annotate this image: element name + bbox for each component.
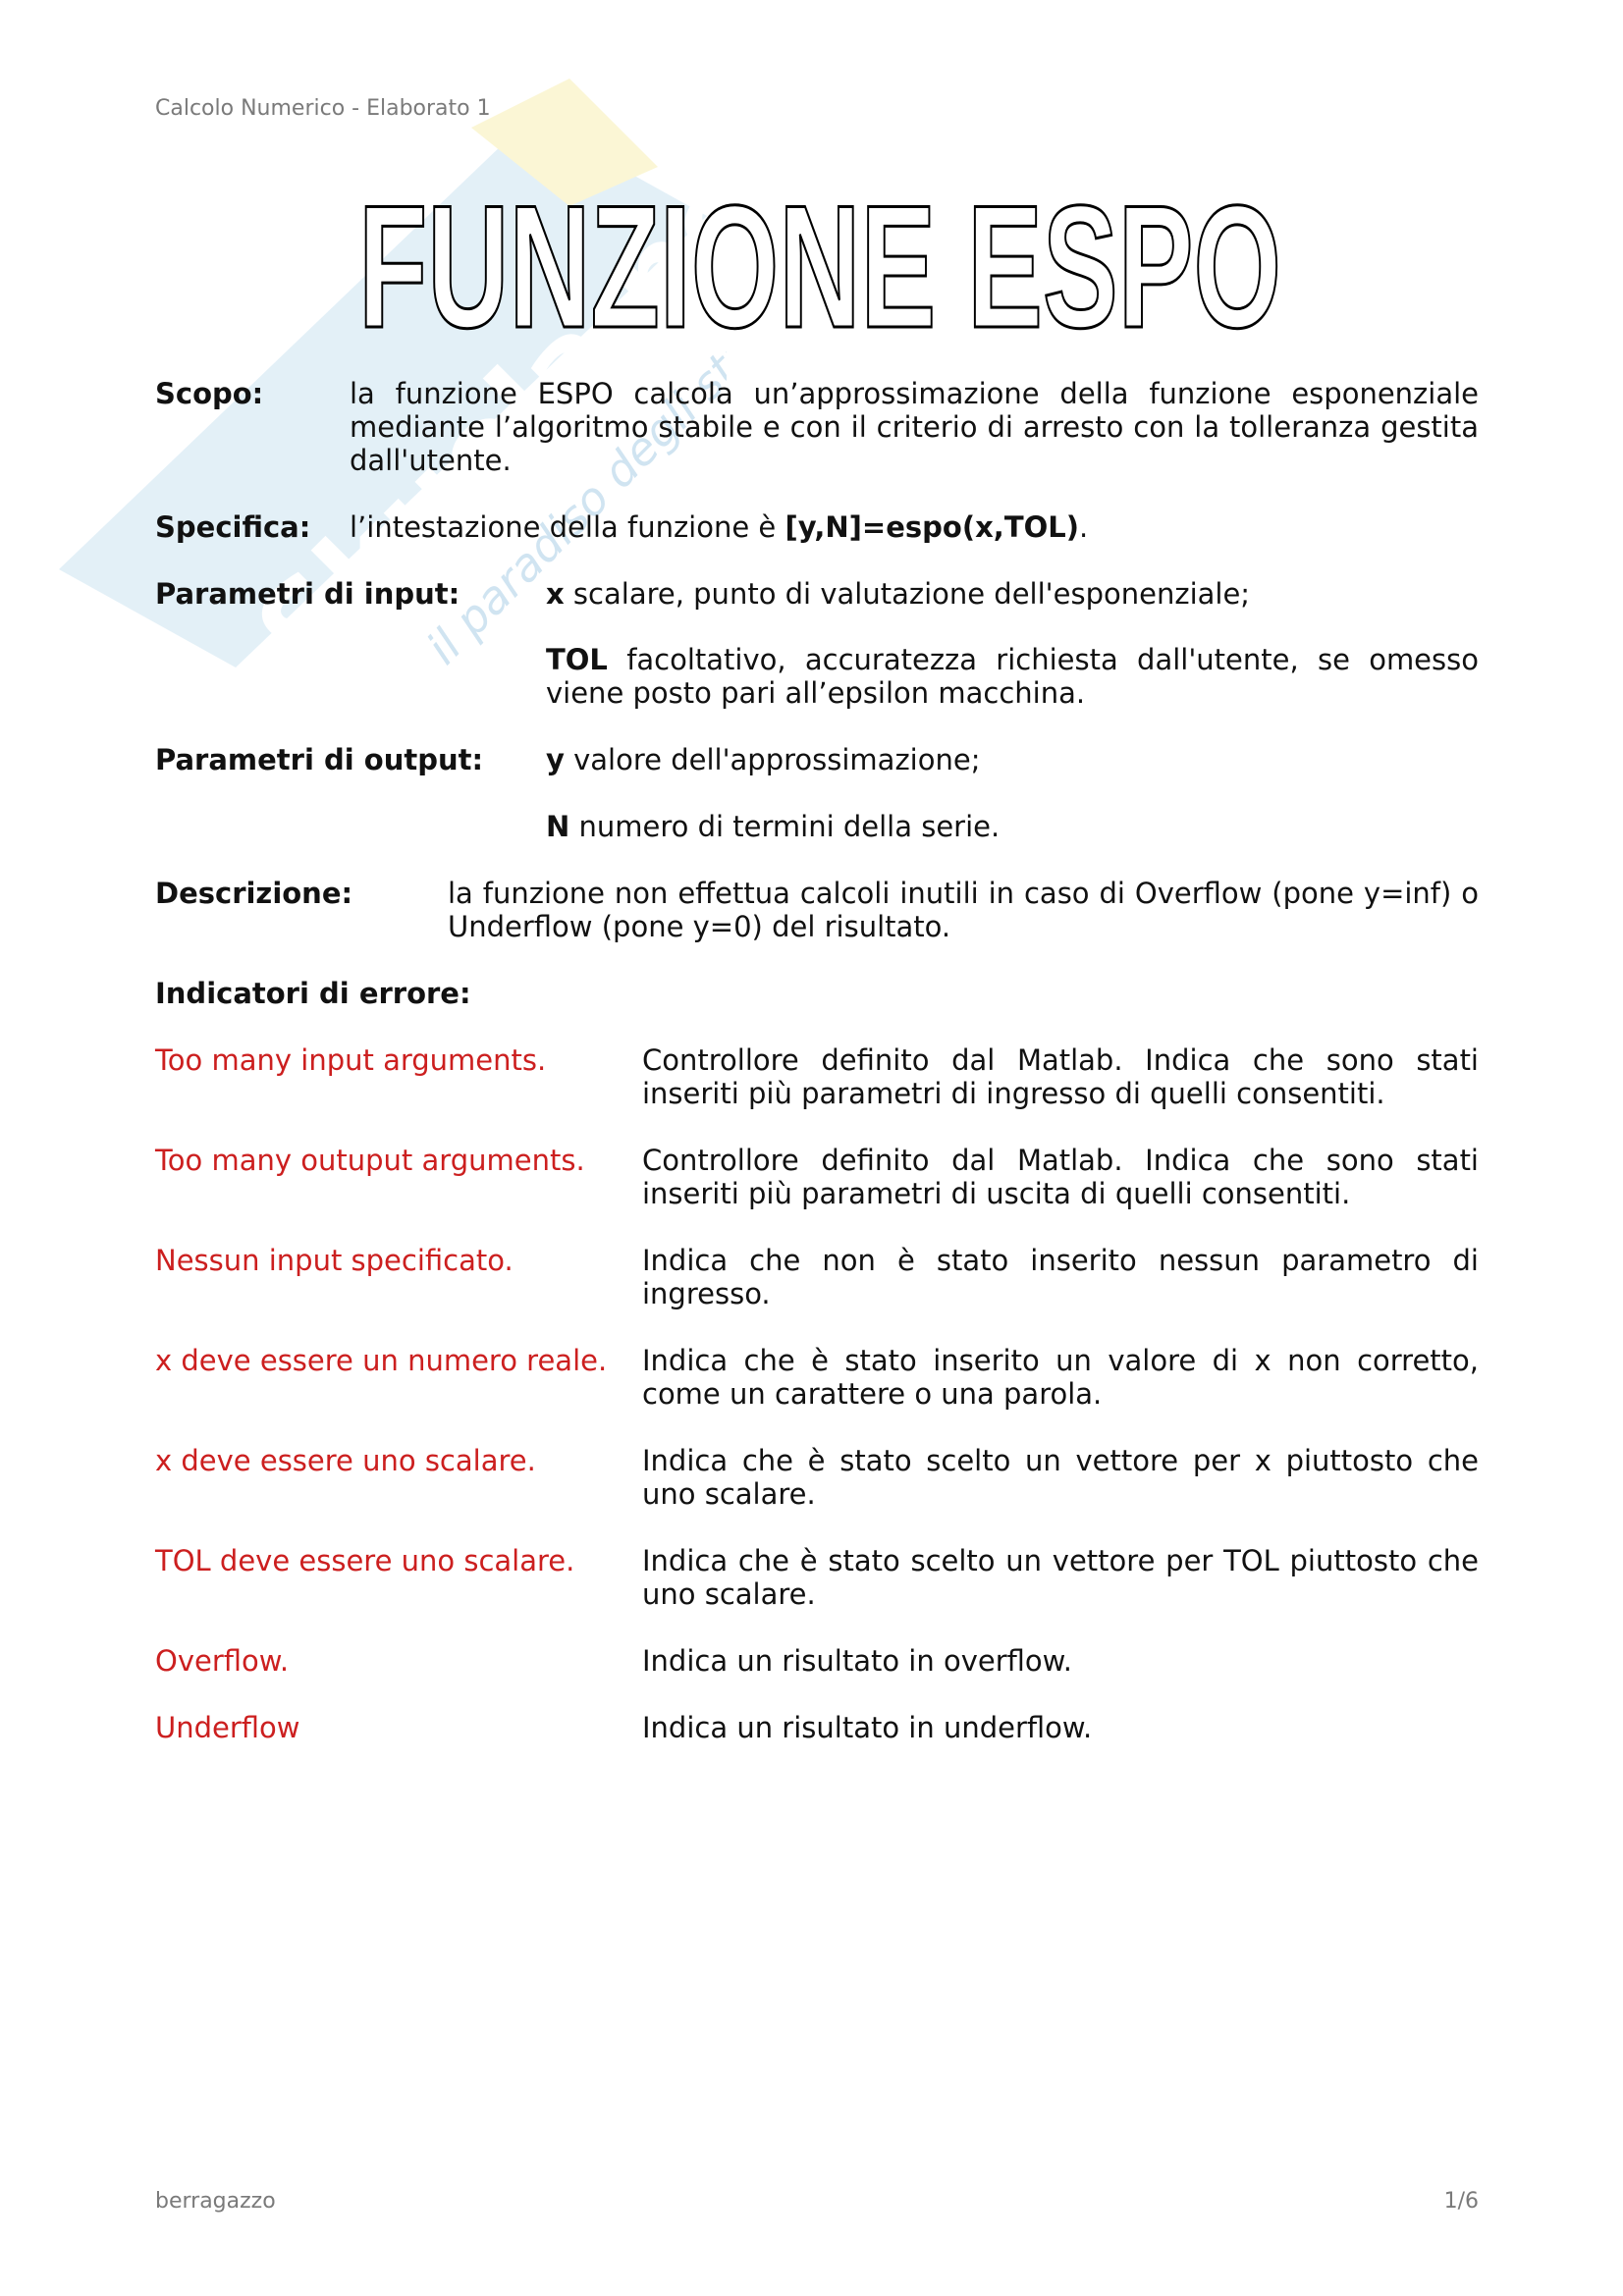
param-desc: scalare, punto di valutazione dell'esponenziale;	[564, 577, 1251, 611]
specifica-prefix: l’intestazione della funzione è	[350, 510, 785, 544]
input-params-label: Parametri di input:	[155, 577, 460, 611]
error-message: Too many outuput arguments.	[155, 1144, 585, 1177]
param-desc: valore dell'approssimazione;	[564, 743, 981, 776]
error-description: Indica che non è stato inserito nessun parametro di ingresso.	[642, 1244, 1479, 1310]
error-message: Overflow.	[155, 1644, 290, 1678]
param-name: N	[546, 810, 570, 843]
function-signature: [y,N]=espo(x,TOL)	[784, 510, 1079, 544]
error-message: Too many input arguments.	[155, 1043, 547, 1077]
running-header: Calcolo Numerico - Elaborato 1	[155, 96, 491, 121]
errors-label: Indicatori di errore:	[155, 977, 471, 1010]
page-number: 1/6	[1443, 2189, 1479, 2214]
specifica-text	[350, 510, 1479, 544]
input-param-tol	[546, 643, 1479, 710]
descrizione-label: Descrizione:	[155, 877, 353, 910]
param-name: TOL	[546, 643, 608, 676]
output-params-label: Parametri di output:	[155, 743, 484, 776]
error-description: Indica che è stato scelto un vettore per TOL piuttosto che uno scalare.	[642, 1544, 1479, 1611]
specifica-suffix: .	[1079, 510, 1089, 544]
param-name: y	[546, 743, 565, 776]
error-message: Underflow	[155, 1711, 300, 1744]
error-description: Controllore definito dal Matlab. Indica che sono stati inseriti più parametri di ingresso di quelli consentiti.	[642, 1043, 1479, 1110]
title-text: FUNZIONE ESPO	[358, 182, 1281, 348]
error-description: Controllore definito dal Matlab. Indica che sono stati inseriti più parametri di uscita di quelli consentiti.	[642, 1144, 1479, 1210]
descrizione-text: la funzione non effettua calcoli inutili in caso di Overflow (pone y=inf) o Underflow (pone y=0) del risultato.	[448, 877, 1479, 943]
error-message: x deve essere uno scalare.	[155, 1444, 536, 1477]
error-message: TOL deve essere uno scalare.	[155, 1544, 575, 1577]
error-description: Indica che è stato scelto un vettore per x piuttosto che uno scalare.	[642, 1444, 1479, 1511]
footer-author: berragazzo	[155, 2189, 276, 2214]
watermark-brand: Skuola.net	[231, 100, 727, 701]
specifica-label: Specifica:	[155, 510, 311, 544]
param-name: x	[546, 577, 565, 611]
error-message: x deve essere un numero reale.	[155, 1344, 608, 1377]
scopo-label: Scopo:	[155, 377, 264, 410]
param-desc: numero di termini della serie.	[569, 810, 1001, 843]
error-description: Indica un risultato in overflow.	[642, 1644, 1072, 1678]
input-param-x	[546, 577, 1479, 611]
scopo-text: la funzione ESPO calcola un’approssimazione della funzione esponenziale mediante l’algoritmo stabile e con il criterio di arresto con la tolleranza gestita dall'utente.	[350, 377, 1479, 477]
error-message: Nessun input specificato.	[155, 1244, 514, 1277]
output-param-y	[546, 743, 1479, 776]
error-description: Indica un risultato in underflow.	[642, 1711, 1093, 1744]
document-title	[353, 182, 1286, 348]
output-param-n	[546, 810, 1479, 843]
param-desc: facoltativo, accuratezza richiesta dall'utente, se omesso viene posto pari all’epsilon macchina.	[546, 643, 1479, 710]
error-description: Indica che è stato inserito un valore di x non corretto, come un carattere o una parola.	[642, 1344, 1479, 1411]
watermark-tagline: il paradiso degli studenti	[415, 241, 727, 674]
